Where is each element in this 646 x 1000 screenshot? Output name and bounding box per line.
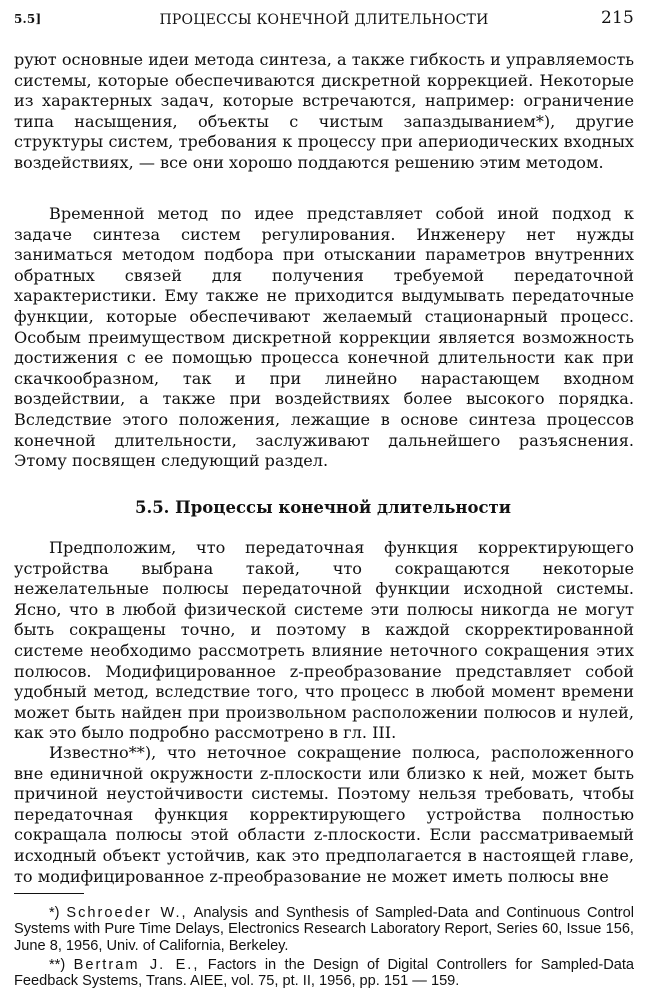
paragraph-continuation: руют основные идеи метода синтеза, а также гибкость и управляемость системы, которые обеспечиваются дискретной коррекцией. Некоторые из характерных задач, которые встречаются, например: ограничение типа насыщения, объекты с чистым запаздыванием*), другие структуры систем, требования к процессу при апериодических входных воздействиях, — все они хорошо поддаются решению этим методом. (14, 50, 634, 172)
section-number: 5.5] (14, 12, 42, 26)
paragraph-time-method: Временной метод по идее представляет собой иной подход к задаче синтеза систем регулирования. Инженеру нет нужды заниматься методом подбора при отыскании параметров внутренних обратных связей для получения требуемой передаточной характеристики. Ему также не приходится выдумывать передаточные функции, которые обеспечивают желаемый стационарный процесс. Особым преимуществом дискретной коррекции является возможность достижения с ее помощью процесса конечной длительности как при скачкообразном, так и при линейно нарастающем входном воздействии, а также при воздействиях более высокого порядка. Вследствие этого положения, лежащие в основе синтеза процессов конечной длительности, заслуживают дальнейшего разъяснения. Этому посвящен следующий раздел. (14, 204, 634, 471)
footnote-2-mark: **) (49, 957, 66, 973)
footnote-divider (14, 893, 84, 894)
section-heading: 5.5. Процессы конечной длительности (134, 498, 512, 517)
paragraph-instability: Известно**), что неточное сокращение полюса, расположенного вне единичной окружности z-плоскости или близко к ней, может быть причиной неустойчивости системы. Поэтому нельзя требовать, чтобы передаточная функция корректирующего устройства полностью сокращала полюсы этой области z-плоскости. Если рассматриваемый исходный объект устойчив, как это предполагается в настоящей главе, то модифицированное z-преобразование не может иметь полюсы вне (14, 743, 634, 886)
page-number: 215 (600, 8, 634, 28)
footnote-1-text: Analysis and Synthesis of Sampled-Data and Continuous Control Systems with Pure Time Delays, Electronics Research Laboratory Report, Series 60, Issue 156, June 8, 1956, Univ. of California, Berkeley. (14, 905, 634, 954)
footnote-1-author: Schroeder W., (66, 905, 188, 921)
footnote-2 (14, 957, 634, 990)
footnote-2-text: Factors in the Design of Digital Controllers for Sampled-Data Feedback Systems, Trans. AIEE, vol. 75, pt. II, 1956, pp. 151 — 159. (14, 957, 635, 990)
paragraph-pole-cancellation: Предположим, что передаточная функция корректирующего устройства выбрана такой, что сокращаются некоторые нежелательные полюсы передаточной функции исходной системы. Ясно, что в любой физической системе эти полюсы никогда не могут быть сокращены точно, и поэтому в каждой скорректированной системе необходимо рассмотреть влияние неточного сокращения этих полюсов. Модифицированное z-преобразование представляет собой удобный метод, вследствие того, что процесс в любой момент времени может быть найден при произвольном расположении полюсов и нулей, как это было подробно рассмотрено в гл. III. (14, 538, 634, 743)
footnote-1-mark: *) (49, 905, 60, 921)
running-title: ПРОЦЕССЫ КОНЕЧНОЙ ДЛИТЕЛЬНОСТИ (159, 12, 489, 28)
running-header (14, 8, 634, 32)
footnote-2-author: Bertram J. E., (73, 957, 200, 973)
footnote-1 (14, 905, 634, 954)
